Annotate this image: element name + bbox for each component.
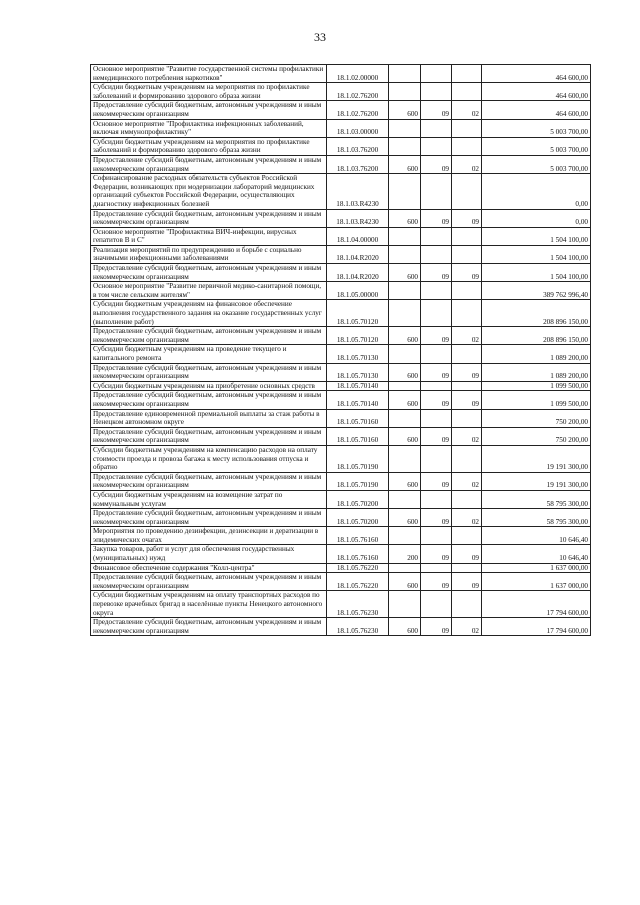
row-amount-cell: 17 794 600,00 <box>482 591 591 618</box>
row-amount-cell: 5 003 700,00 <box>482 155 591 173</box>
row-section-cell <box>421 445 452 472</box>
row-subsection-cell <box>452 119 482 137</box>
table-row <box>91 137 591 155</box>
row-name-cell: Субсидии бюджетным учреждениям на мероприятия по профилактике заболеваний и формированию здорового образа жизни <box>91 83 327 101</box>
row-section-cell <box>421 409 452 427</box>
row-subsection-cell: 02 <box>452 618 482 636</box>
table-row <box>91 101 591 119</box>
row-expense-type-cell: 600 <box>389 618 421 636</box>
row-section-cell: 09 <box>421 509 452 527</box>
row-amount-cell: 0,00 <box>482 209 591 227</box>
row-name-cell: Финансовое обеспечение содержания "Колл-центра" <box>91 563 327 573</box>
row-amount-cell: 17 794 600,00 <box>482 618 591 636</box>
row-expense-type-cell: 200 <box>389 545 421 563</box>
row-name-cell: Основное мероприятие "Профилактика инфекционных заболеваний, включая иммунопрофилактику" <box>91 119 327 137</box>
row-expense-type-cell <box>389 563 421 573</box>
table-row <box>91 490 591 508</box>
row-subsection-cell: 09 <box>452 264 482 282</box>
table-row <box>91 119 591 137</box>
row-code-cell: 18.1.02.00000 <box>327 65 389 83</box>
row-section-cell <box>421 137 452 155</box>
row-name-cell: Предоставление субсидий бюджетным, автономным учреждениям и иным некоммерческим организациям <box>91 509 327 527</box>
row-section-cell: 09 <box>421 327 452 345</box>
row-code-cell: 18.1.05.76220 <box>327 563 389 573</box>
row-code-cell: 18.1.05.76160 <box>327 527 389 545</box>
row-expense-type-cell <box>389 282 421 300</box>
row-amount-cell: 0,00 <box>482 174 591 209</box>
row-subsection-cell: 09 <box>452 209 482 227</box>
table-row <box>91 65 591 83</box>
row-name-cell: Предоставление субсидий бюджетным, автономным учреждениям и иным некоммерческим организациям <box>91 363 327 381</box>
row-expense-type-cell <box>389 345 421 363</box>
row-amount-cell: 208 896 150,00 <box>482 300 591 327</box>
row-code-cell: 18.1.05.70160 <box>327 409 389 427</box>
table-row <box>91 174 591 209</box>
table-row <box>91 527 591 545</box>
table-row <box>91 83 591 101</box>
row-code-cell: 18.1.03.00000 <box>327 119 389 137</box>
row-section-cell: 09 <box>421 545 452 563</box>
table-row <box>91 509 591 527</box>
table-row <box>91 409 591 427</box>
row-section-cell <box>421 490 452 508</box>
row-amount-cell: 1 099 500,00 <box>482 381 591 391</box>
row-name-cell: Реализация мероприятий по предупреждению и борьбе с социально значимыми инфекционными заболеваниями <box>91 245 327 263</box>
row-section-cell <box>421 345 452 363</box>
row-code-cell: 18.1.02.76200 <box>327 101 389 119</box>
row-section-cell <box>421 245 452 263</box>
row-name-cell: Субсидии бюджетным учреждениям на оплату транспортных расходов по перевозке врачебных бригад в населённые пункты Ненецкого автономного округа <box>91 591 327 618</box>
row-section-cell: 09 <box>421 427 452 445</box>
row-subsection-cell <box>452 83 482 101</box>
row-section-cell <box>421 227 452 245</box>
row-code-cell: 18.1.04.R2020 <box>327 245 389 263</box>
row-code-cell: 18.1.05.76220 <box>327 573 389 591</box>
row-expense-type-cell: 600 <box>389 573 421 591</box>
row-expense-type-cell: 600 <box>389 327 421 345</box>
row-expense-type-cell <box>389 381 421 391</box>
row-subsection-cell <box>452 65 482 83</box>
row-section-cell: 09 <box>421 573 452 591</box>
row-code-cell: 18.1.03.76200 <box>327 137 389 155</box>
row-subsection-cell <box>452 174 482 209</box>
table-row <box>91 245 591 263</box>
row-expense-type-cell: 600 <box>389 264 421 282</box>
row-expense-type-cell <box>389 300 421 327</box>
row-code-cell: 18.1.02.76200 <box>327 83 389 101</box>
row-name-cell: Софинансирование расходных обязательств субъектов Российской Федерации, возникающих при модернизации лабораторий медицинских организаций субъектов Российской Федерации, осуществляющих диагностику инфекционных болезней <box>91 174 327 209</box>
row-expense-type-cell <box>389 245 421 263</box>
row-name-cell: Основное мероприятие "Профилактика ВИЧ-инфекции, вирусных гепатитов В и С" <box>91 227 327 245</box>
row-name-cell: Предоставление субсидий бюджетным, автономным учреждениям и иным некоммерческим организациям <box>91 391 327 409</box>
row-subsection-cell <box>452 527 482 545</box>
row-name-cell: Субсидии бюджетным учреждениям на мероприятия по профилактике заболеваний и формированию здорового образа жизни <box>91 137 327 155</box>
row-amount-cell: 19 191 300,00 <box>482 445 591 472</box>
row-amount-cell: 1 089 200,00 <box>482 345 591 363</box>
row-amount-cell: 464 600,00 <box>482 65 591 83</box>
row-section-cell: 09 <box>421 472 452 490</box>
row-subsection-cell <box>452 137 482 155</box>
row-code-cell: 18.1.05.70140 <box>327 381 389 391</box>
budget-table <box>90 64 591 636</box>
row-section-cell <box>421 119 452 137</box>
row-amount-cell: 1 089 200,00 <box>482 363 591 381</box>
row-amount-cell: 464 600,00 <box>482 83 591 101</box>
row-code-cell: 18.1.05.00000 <box>327 282 389 300</box>
row-section-cell: 09 <box>421 264 452 282</box>
row-subsection-cell: 09 <box>452 545 482 563</box>
row-code-cell: 18.1.05.70190 <box>327 445 389 472</box>
row-subsection-cell <box>452 490 482 508</box>
row-name-cell: Предоставление субсидий бюджетным, автономным учреждениям и иным некоммерческим организациям <box>91 618 327 636</box>
row-expense-type-cell <box>389 227 421 245</box>
row-expense-type-cell <box>389 174 421 209</box>
page-number: 33 <box>314 30 326 44</box>
row-code-cell: 18.1.05.70140 <box>327 391 389 409</box>
table-row <box>91 209 591 227</box>
row-code-cell: 18.1.05.70160 <box>327 427 389 445</box>
row-name-cell: Субсидии бюджетным учреждениям на приобретение основных средств <box>91 381 327 391</box>
table-row <box>91 327 591 345</box>
row-name-cell: Закупка товаров, работ и услуг для обеспечения государственных (муниципальных) нужд <box>91 545 327 563</box>
row-name-cell: Предоставление единовременной премиальной выплаты за стаж работы в Ненецком автономном округе <box>91 409 327 427</box>
row-name-cell: Предоставление субсидий бюджетным, автономным учреждениям и иным некоммерческим организациям <box>91 155 327 173</box>
row-code-cell: 18.1.05.70120 <box>327 300 389 327</box>
row-code-cell: 18.1.03.R4230 <box>327 209 389 227</box>
row-subsection-cell <box>452 282 482 300</box>
row-subsection-cell <box>452 591 482 618</box>
row-subsection-cell <box>452 300 482 327</box>
row-code-cell: 18.1.05.70200 <box>327 490 389 508</box>
table-row <box>91 345 591 363</box>
table-row <box>91 618 591 636</box>
row-amount-cell: 464 600,00 <box>482 101 591 119</box>
row-section-cell <box>421 300 452 327</box>
row-expense-type-cell <box>389 490 421 508</box>
row-section-cell <box>421 174 452 209</box>
row-code-cell: 18.1.05.76230 <box>327 618 389 636</box>
row-amount-cell: 5 003 700,00 <box>482 137 591 155</box>
row-code-cell: 18.1.05.70190 <box>327 472 389 490</box>
table-row <box>91 573 591 591</box>
row-expense-type-cell <box>389 591 421 618</box>
row-amount-cell: 58 795 300,00 <box>482 509 591 527</box>
row-expense-type-cell <box>389 83 421 101</box>
row-amount-cell: 750 200,00 <box>482 409 591 427</box>
table-row <box>91 472 591 490</box>
row-expense-type-cell: 600 <box>389 209 421 227</box>
row-code-cell: 18.1.05.76230 <box>327 591 389 618</box>
row-code-cell: 18.1.03.76200 <box>327 155 389 173</box>
row-subsection-cell: 09 <box>452 391 482 409</box>
row-subsection-cell: 02 <box>452 327 482 345</box>
row-subsection-cell: 09 <box>452 363 482 381</box>
row-subsection-cell <box>452 445 482 472</box>
row-subsection-cell: 02 <box>452 101 482 119</box>
row-amount-cell: 19 191 300,00 <box>482 472 591 490</box>
row-amount-cell: 10 646,40 <box>482 545 591 563</box>
row-amount-cell: 1 504 100,00 <box>482 245 591 263</box>
row-expense-type-cell: 600 <box>389 509 421 527</box>
row-amount-cell: 208 896 150,00 <box>482 327 591 345</box>
row-expense-type-cell: 600 <box>389 155 421 173</box>
budget-table-body <box>91 65 591 636</box>
row-code-cell: 18.1.05.70130 <box>327 345 389 363</box>
row-expense-type-cell: 600 <box>389 472 421 490</box>
row-subsection-cell: 02 <box>452 427 482 445</box>
row-code-cell: 18.1.04.00000 <box>327 227 389 245</box>
row-name-cell: Предоставление субсидий бюджетным, автономным учреждениям и иным некоммерческим организациям <box>91 209 327 227</box>
row-amount-cell: 1 099 500,00 <box>482 391 591 409</box>
row-subsection-cell: 02 <box>452 472 482 490</box>
row-subsection-cell <box>452 563 482 573</box>
row-amount-cell: 1 504 100,00 <box>482 227 591 245</box>
table-row <box>91 227 591 245</box>
row-name-cell: Субсидии бюджетным учреждениям на проведение текущего и капитального ремонта <box>91 345 327 363</box>
row-subsection-cell <box>452 345 482 363</box>
row-section-cell <box>421 591 452 618</box>
row-name-cell: Субсидии бюджетным учреждениям на финансовое обеспечение выполнения государственного задания на оказание государственных услуг (выполнение работ) <box>91 300 327 327</box>
row-amount-cell: 58 795 300,00 <box>482 490 591 508</box>
row-name-cell: Предоставление субсидий бюджетным, автономным учреждениям и иным некоммерческим организациям <box>91 264 327 282</box>
row-subsection-cell: 02 <box>452 509 482 527</box>
row-expense-type-cell: 600 <box>389 101 421 119</box>
table-row <box>91 300 591 327</box>
row-name-cell: Предоставление субсидий бюджетным, автономным учреждениям и иным некоммерческим организациям <box>91 427 327 445</box>
row-section-cell <box>421 282 452 300</box>
row-code-cell: 18.1.05.70200 <box>327 509 389 527</box>
table-row <box>91 563 591 573</box>
row-section-cell <box>421 563 452 573</box>
table-row <box>91 282 591 300</box>
table-row <box>91 591 591 618</box>
table-row <box>91 445 591 472</box>
row-amount-cell: 5 003 700,00 <box>482 119 591 137</box>
row-amount-cell: 389 762 996,40 <box>482 282 591 300</box>
row-section-cell <box>421 83 452 101</box>
row-name-cell: Основное мероприятие "Развитие первичной медико-санитарной помощи, в том числе сельским жителям" <box>91 282 327 300</box>
row-expense-type-cell <box>389 445 421 472</box>
row-subsection-cell <box>452 409 482 427</box>
row-code-cell: 18.1.04.R2020 <box>327 264 389 282</box>
row-section-cell: 09 <box>421 618 452 636</box>
row-section-cell: 09 <box>421 101 452 119</box>
row-expense-type-cell: 600 <box>389 391 421 409</box>
row-expense-type-cell <box>389 65 421 83</box>
row-expense-type-cell <box>389 137 421 155</box>
row-expense-type-cell <box>389 527 421 545</box>
table-row <box>91 264 591 282</box>
row-name-cell: Основное мероприятие "Развитие государственной системы профилактики немедицинского потребления наркотиков" <box>91 65 327 83</box>
row-subsection-cell <box>452 245 482 263</box>
row-amount-cell: 1 637 000,00 <box>482 563 591 573</box>
table-row <box>91 427 591 445</box>
row-section-cell: 09 <box>421 391 452 409</box>
row-name-cell: Предоставление субсидий бюджетным, автономным учреждениям и иным некоммерческим организациям <box>91 101 327 119</box>
row-name-cell: Предоставление субсидий бюджетным, автономным учреждениям и иным некоммерческим организациям <box>91 472 327 490</box>
row-section-cell <box>421 65 452 83</box>
row-section-cell: 09 <box>421 155 452 173</box>
table-row <box>91 363 591 381</box>
row-section-cell <box>421 381 452 391</box>
row-name-cell: Предоставление субсидий бюджетным, автономным учреждениям и иным некоммерческим организациям <box>91 573 327 591</box>
row-code-cell: 18.1.03.R4230 <box>327 174 389 209</box>
row-subsection-cell: 09 <box>452 573 482 591</box>
row-code-cell: 18.1.05.76160 <box>327 545 389 563</box>
row-name-cell: Субсидии бюджетным учреждениям на компенсацию расходов на оплату стоимости проезда и провоза багажа к месту использования отпуска и обратно <box>91 445 327 472</box>
row-section-cell: 09 <box>421 363 452 381</box>
row-name-cell: Мероприятия по проведению дезинфекции, дезинсекции и дератизации в эпидемических очагах <box>91 527 327 545</box>
row-section-cell <box>421 527 452 545</box>
row-subsection-cell <box>452 381 482 391</box>
row-expense-type-cell: 600 <box>389 427 421 445</box>
row-name-cell: Субсидии бюджетным учреждениям на возмещение затрат по коммунальным услугам <box>91 490 327 508</box>
table-row <box>91 391 591 409</box>
row-code-cell: 18.1.05.70120 <box>327 327 389 345</box>
row-expense-type-cell <box>389 119 421 137</box>
row-expense-type-cell: 600 <box>389 363 421 381</box>
table-row <box>91 545 591 563</box>
row-code-cell: 18.1.05.70130 <box>327 363 389 381</box>
table-row <box>91 155 591 173</box>
row-amount-cell: 750 200,00 <box>482 427 591 445</box>
row-amount-cell: 1 637 000,00 <box>482 573 591 591</box>
row-expense-type-cell <box>389 409 421 427</box>
row-amount-cell: 1 504 100,00 <box>482 264 591 282</box>
table-row <box>91 381 591 391</box>
row-name-cell: Предоставление субсидий бюджетным, автономным учреждениям и иным некоммерческим организациям <box>91 327 327 345</box>
row-subsection-cell: 02 <box>452 155 482 173</box>
row-subsection-cell <box>452 227 482 245</box>
row-amount-cell: 10 646,40 <box>482 527 591 545</box>
row-section-cell: 09 <box>421 209 452 227</box>
